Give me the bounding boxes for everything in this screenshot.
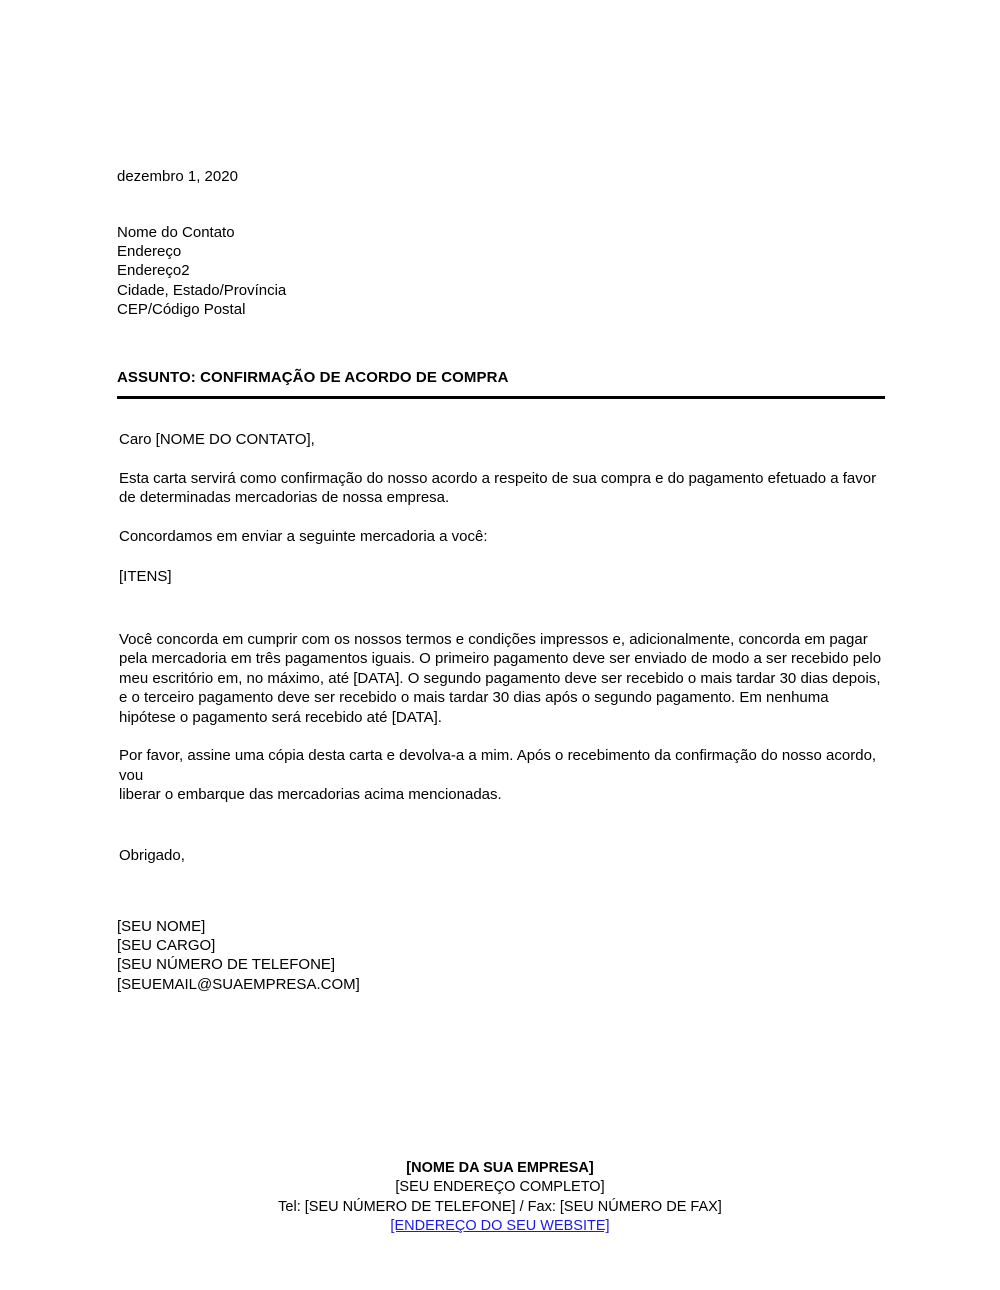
recipient-postal-code: CEP/Código Postal — [117, 300, 246, 318]
valediction: Obrigado, — [119, 846, 185, 864]
paragraph-shipping-intro: Concordamos em enviar a seguinte mercadoria a você: — [119, 527, 488, 545]
spacer — [119, 450, 887, 469]
spacer — [119, 546, 887, 567]
recipient-city-state: Cidade, Estado/Província — [117, 281, 287, 299]
paragraph-intro: Esta carta servirá como confirmação do nosso acordo a respeito de sua compra e do pagamento efetuado a favor de determinadas mercadorias de nossa empresa. — [119, 469, 877, 506]
recipient-address-block — [117, 223, 286, 319]
signer-title: [SEU CARGO] — [117, 937, 216, 955]
letter-date: dezembro 1, 2020 — [117, 168, 238, 185]
signer-email: [SEUEMAIL@SUAEMPRESA.COM] — [117, 975, 360, 993]
signature-block — [117, 917, 360, 994]
subject-section — [117, 368, 885, 399]
items-placeholder: [ITENS] — [119, 568, 172, 585]
spacer — [119, 587, 887, 630]
subject-heading: ASSUNTO: CONFIRMAÇÃO DE ACORDO DE COMPRA — [117, 369, 509, 386]
footer-website-line — [0, 1217, 1000, 1236]
page-footer — [0, 1159, 1000, 1237]
recipient-name: Nome do Contato — [117, 224, 235, 241]
spacer — [119, 805, 887, 846]
spacer — [119, 508, 887, 527]
recipient-address-1: Endereço — [117, 243, 182, 261]
signer-name: [SEU NOME] — [117, 918, 206, 935]
spacer — [119, 727, 887, 746]
salutation: Caro [NOME DO CONTATO], — [119, 431, 315, 448]
subject-divider-rule — [117, 396, 885, 399]
letter-body — [119, 430, 887, 865]
signer-phone: [SEU NÚMERO DE TELEFONE] — [117, 956, 336, 974]
footer-phone-fax: Tel: [SEU NÚMERO DE TELEFONE] / Fax: [SEU NÚMERO DE FAX] — [278, 1198, 722, 1215]
footer-company-name: [NOME DA SUA EMPRESA] — [406, 1160, 594, 1176]
paragraph-closing-request-line1: Por favor, assine uma cópia desta carta e devolva-a a mim. Após o recebimento da confirmação do nosso acordo, vou — [119, 747, 877, 784]
footer-website-link[interactable]: [ENDEREÇO DO SEU WEBSITE] — [390, 1218, 610, 1235]
paragraph-payment-terms: Você concorda em cumprir com os nossos termos e condições impressos e, adicionalmente, concorda em pagar pela mercadoria em três pagamentos iguais. O primeiro pagamento deve ser enviado de modo a ser recebido pelo meu escritório em, no máximo, até [DATA]. O segundo pagamento deve ser recebido o mais tardar 30 dias depois, e o terceiro pagamento deve ser recebido o mais tardar 30 dias após o segundo pagamento. Em nenhuma hipótese o pagamento será recebido até [DATA]. — [119, 630, 882, 726]
paragraph-closing-request-line2: liberar o embarque das mercadorias acima mencionadas. — [119, 786, 502, 803]
recipient-address-2: Endereço2 — [117, 262, 190, 280]
footer-address: [SEU ENDEREÇO COMPLETO] — [395, 1179, 605, 1196]
